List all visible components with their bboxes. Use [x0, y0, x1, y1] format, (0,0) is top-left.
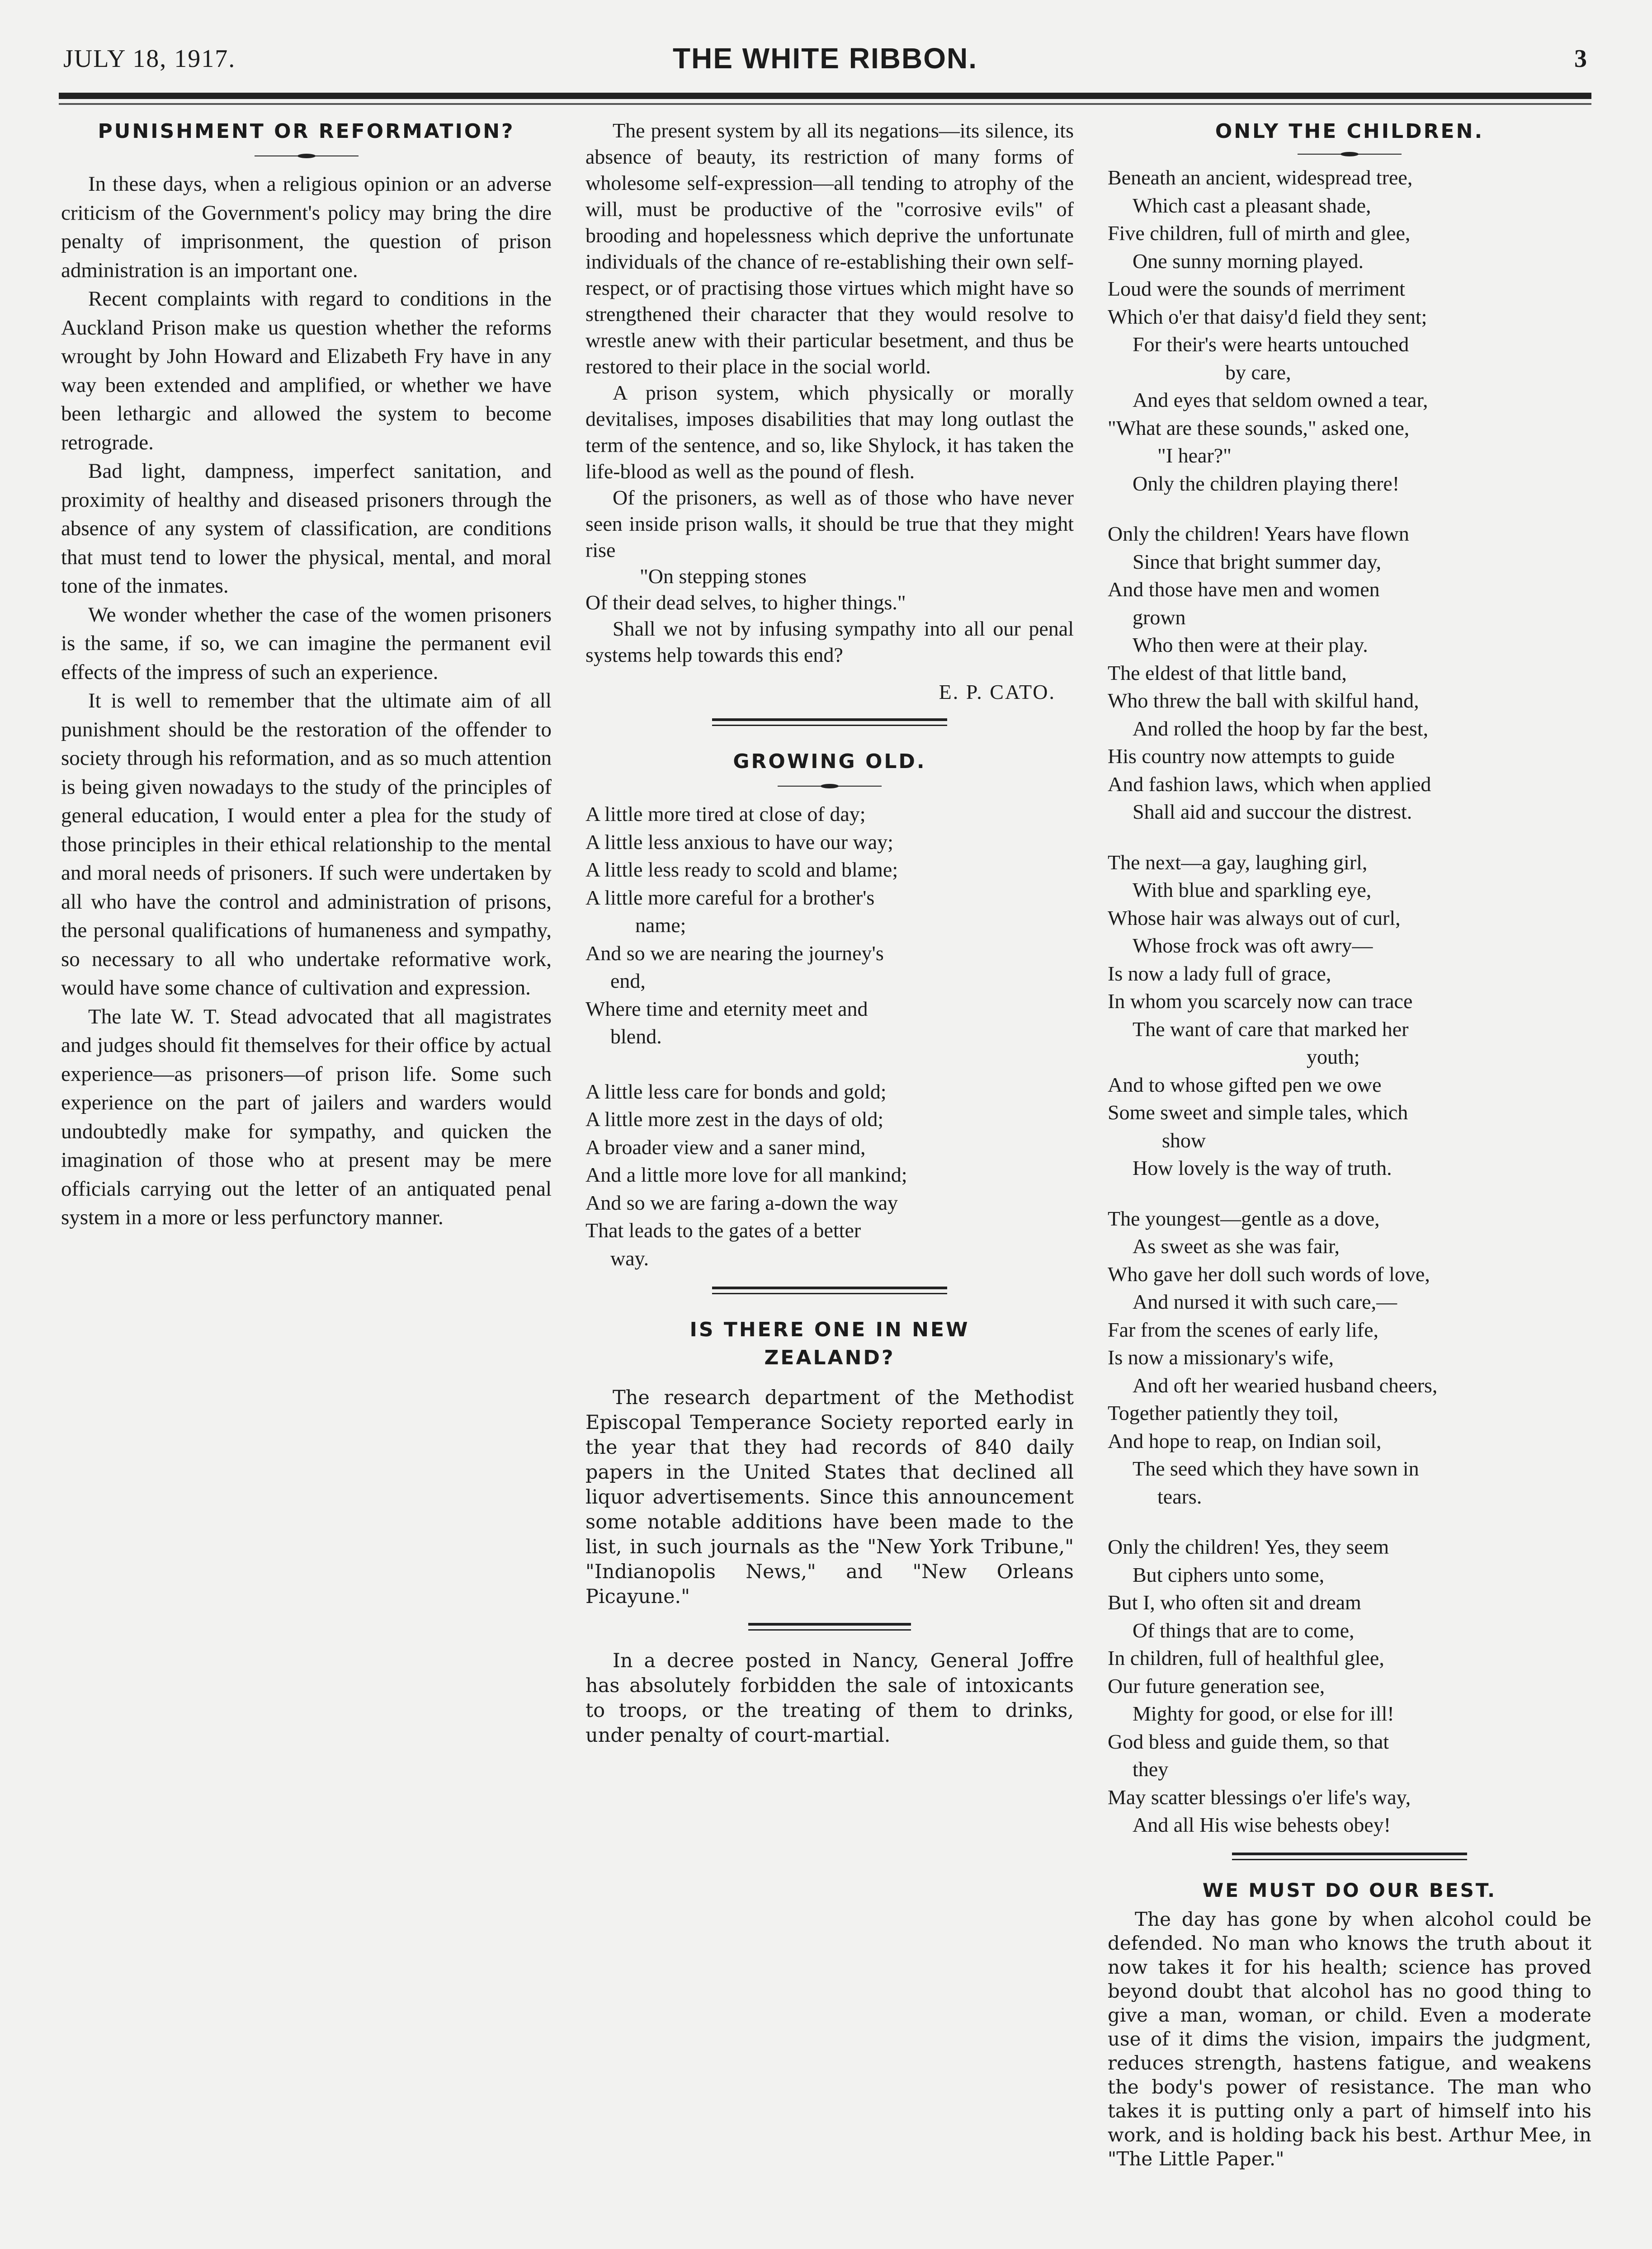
- poem-line: May scatter blessings o'er life's way,: [1108, 1785, 1411, 1809]
- author-signature: E. P. CATO.: [939, 680, 1056, 703]
- poem-line: A little less ready to scold and blame;: [585, 858, 898, 881]
- poem-line: How lovely is the way of truth.: [1133, 1156, 1392, 1179]
- poem-line: by care,: [1225, 360, 1291, 384]
- poem-line: Shall aid and succour the distrest.: [1133, 800, 1412, 823]
- paragraph: The day has gone by when alcohol could be defended. No man who knows the truth about it now takes it for his health; science has proved beyond doubt that alcohol has no good thing to give a man, woman, or child. Even a moderate use of it dims the vision, impairs the judgment, reduces strength, hastens fatigue, and weakens the body's power of resistance. The man who takes it is putting only a part of himself into his work, and is holding back his best. Arthur Mee, in "The Little Paper.": [1108, 1908, 1591, 2170]
- issue-date: JULY 18, 1917.: [63, 45, 236, 73]
- poem-line: And rolled the hoop by far the best,: [1133, 717, 1429, 740]
- poem-line: Of things that are to come,: [1133, 1618, 1355, 1642]
- section-divider: [1232, 1853, 1467, 1860]
- poem-line: way.: [610, 1246, 649, 1270]
- poem-title-only-the-children: ONLY THE CHILDREN.: [1215, 120, 1484, 143]
- paragraph: A prison system, which physically or morally devitalises, imposes disabilities that may long outlast the term of the sentence, and so, like Shylock, it has taken the life-blood as well as the pound of flesh.: [585, 381, 1074, 483]
- poem-line: Mighty for good, or else for ill!: [1133, 1702, 1394, 1725]
- poem-line: And oft her wearied husband cheers,: [1133, 1373, 1438, 1397]
- poem-line: His country now attempts to guide: [1108, 745, 1395, 768]
- poem-line: A little more tired at close of day;: [585, 802, 866, 825]
- poem-line: A little less anxious to have our way;: [585, 830, 893, 853]
- poem-title-growing-old: GROWING OLD.: [733, 750, 926, 773]
- article-title-new-zealand-1: IS THERE ONE IN NEW: [689, 1318, 970, 1341]
- newspaper-title: THE WHITE RIBBON.: [673, 42, 977, 75]
- poem-line: name;: [635, 914, 686, 937]
- poem-line: And hope to reap, on Indian soil,: [1108, 1429, 1382, 1452]
- poem-line: Only the children! Years have flown: [1108, 522, 1409, 545]
- title-ornament: [255, 154, 359, 158]
- poem-line: A little more careful for a brother's: [585, 886, 875, 909]
- paragraph: Recent complaints with regard to conditions in the Auckland Prison make us question whether the reforms wrought by John Howard and Elizabeth Fry have in any way been extended and amplified, or whether we have been lethargic and allowed the system to become retrograde.: [61, 287, 552, 454]
- poem-line: Is now a missionary's wife,: [1108, 1346, 1334, 1369]
- poem-line: That leads to the gates of a better: [585, 1219, 861, 1242]
- poem-line: God bless and guide them, so that: [1108, 1730, 1389, 1753]
- poem-stanza: [1108, 1205, 1591, 1511]
- poem-line: A broader view and a saner mind,: [585, 1135, 866, 1159]
- poem-line: And to whose gifted pen we owe: [1108, 1073, 1382, 1096]
- poem-line: The want of care that marked her: [1133, 1017, 1409, 1041]
- poem-line: And those have men and women: [1108, 578, 1380, 601]
- paragraph: Shall we not by infusing sympathy into all our penal systems help towards this end?: [585, 617, 1074, 666]
- paragraph: Bad light, dampness, imperfect sanitation, and proximity of healthy and diseased prisoners through the absence of any system of classification, are conditions that must tend to lower the physical, mental, and moral tone of the inmates.: [61, 459, 552, 598]
- poem-line: Our future generation see,: [1108, 1674, 1325, 1697]
- poem-line: "I hear?": [1157, 444, 1232, 467]
- poem-line: show: [1162, 1128, 1206, 1152]
- poem-line: The youngest—gentle as a dove,: [1108, 1207, 1380, 1230]
- poem-line: And eyes that seldom owned a tear,: [1133, 388, 1428, 411]
- section-divider: [712, 1287, 947, 1294]
- poem-line: Which cast a pleasant shade,: [1133, 193, 1371, 217]
- article-title-punishment: PUNISHMENT OR REFORMATION?: [98, 120, 515, 143]
- poem-line: And all His wise behests obey!: [1133, 1813, 1391, 1836]
- poem-line: In children, full of healthful glee,: [1108, 1646, 1384, 1669]
- poem-line: Since that bright summer day,: [1133, 550, 1382, 573]
- poem-line: Whose hair was always out of curl,: [1108, 906, 1401, 929]
- poem-line: And so we are nearing the journey's: [585, 941, 884, 965]
- poem-line: Is now a lady full of grace,: [1108, 962, 1331, 985]
- column-1: [61, 118, 552, 1232]
- paragraph: Of the prisoners, as well as of those who have never seen inside prison walls, it should be true that they might rise: [585, 486, 1074, 561]
- section-divider: [712, 718, 947, 726]
- poem-line: tears.: [1157, 1485, 1202, 1508]
- poem-line: A little more zest in the days of old;: [585, 1108, 884, 1131]
- poem-line: Loud were the sounds of merriment: [1108, 277, 1405, 300]
- paragraph: The late W. T. Stead advocated that all magistrates and judges should fit themselves for their office by actual experience—as prisoners—of prison life. Some such experience on the part of jailers and warders would undoubtedly make for sympathy, and quicken the imagination of those who at present may be mere officials carrying out the letter of an antiquated penal system in a more or less perfunctory manner.: [61, 1004, 552, 1229]
- poem-line: Which o'er that daisy'd field they sent;: [1108, 305, 1427, 328]
- poem-line: Where time and eternity meet and: [585, 997, 868, 1020]
- poem-line: And fashion laws, which when applied: [1108, 772, 1431, 796]
- poem-line: end,: [610, 969, 646, 992]
- page-number: 3: [1574, 45, 1587, 73]
- poem-line: And so we are faring a-down the way: [585, 1191, 898, 1214]
- article-title-new-zealand-2: ZEALAND?: [764, 1346, 895, 1369]
- paragraph: The research department of the Methodist Episcopal Temperance Society reported early in the year that they had records of 840 daily papers in the United States that declined all liquor advertisements. Since this announcement some notable additions have been made to the list, in such journals as the "New York Tribune," "Indianopolis News," and "New Orleans Picayune.": [585, 1386, 1074, 1608]
- header-rule-thin: [59, 103, 1591, 105]
- section-divider: [748, 1623, 911, 1631]
- paragraph: In a decree posted in Nancy, General Joffre has absolutely forbidden the sale of intoxicants to troops, or the treating of them to drinks, under penalty of court-martial.: [585, 1650, 1074, 1747]
- poem-line: Who gave her doll such words of love,: [1108, 1262, 1430, 1286]
- paragraph: The present system by all its negations—its silence, its absence of beauty, its restriction of many forms of wholesome self-expression—all tending to atrophy of the will, must be productive of the "corrosive evils" of brooding and hopelessness which deprive the unfortunate individuals of the chance of re-establishing their own self-respect, or of practising those virtues which might have so strengthened their character that they would resolve to wrestle anew with their particular besetment, and thus be restored to their place in the social world.: [585, 119, 1074, 378]
- poem-line: For their's were hearts untouched: [1133, 333, 1409, 356]
- column-3: [1108, 118, 1591, 2171]
- header-rule: [59, 93, 1591, 99]
- poem-line: Five children, full of mirth and glee,: [1108, 222, 1411, 245]
- poem-line: The next—a gay, laughing girl,: [1108, 850, 1368, 874]
- poem-line: youth;: [1307, 1045, 1360, 1068]
- poem-stanza: [1108, 849, 1591, 1182]
- poem-stanza: [1108, 1533, 1591, 1839]
- poem-line: Far from the scenes of early life,: [1108, 1318, 1379, 1341]
- poem-line: blend.: [610, 1025, 662, 1048]
- poem-line: But I, who often sit and dream: [1108, 1591, 1361, 1614]
- poem-line: Beneath an ancient, widespread tree,: [1108, 166, 1413, 189]
- column-2: [585, 118, 1074, 1748]
- poem-stanza: [1108, 520, 1591, 826]
- poem-line: Who then were at their play.: [1133, 633, 1368, 656]
- poem-line: And a little more love for all mankind;: [585, 1163, 907, 1186]
- title-ornament: [778, 784, 882, 788]
- poem-line: A little less care for bonds and gold;: [585, 1080, 887, 1103]
- poem-line: grown: [1133, 605, 1186, 629]
- poem-line: "What are these sounds," asked one,: [1108, 416, 1410, 439]
- poem-line: they: [1133, 1758, 1169, 1781]
- poem-line: One sunny morning played.: [1133, 249, 1364, 273]
- poem-line: Only the children! Yes, they seem: [1108, 1535, 1389, 1558]
- poem-line: But ciphers unto some,: [1133, 1563, 1325, 1586]
- poem-stanza: [585, 800, 1074, 1051]
- poem-line: In whom you scarcely now can trace: [1108, 990, 1413, 1013]
- poem-stanza: [1108, 164, 1591, 497]
- masthead: [63, 40, 1587, 94]
- quote-line: "On stepping stones: [640, 565, 807, 588]
- quote-line: Of their dead selves, to higher things.": [585, 591, 906, 614]
- poem-line: The eldest of that little band,: [1108, 661, 1347, 684]
- poem-line: And nursed it with such care,—: [1133, 1290, 1397, 1313]
- poem-line: As sweet as she was fair,: [1133, 1235, 1340, 1258]
- poem-line: With blue and sparkling eye,: [1133, 878, 1372, 901]
- article-title-best: WE MUST DO OUR BEST.: [1202, 1879, 1497, 1901]
- poem-line: Who threw the ball with skilful hand,: [1108, 689, 1419, 712]
- poem-line: Only the children playing there!: [1133, 471, 1400, 495]
- poem-line: The seed which they have sown in: [1133, 1457, 1419, 1480]
- poem-line: Some sweet and simple tales, which: [1108, 1101, 1408, 1124]
- poem-line: Together patiently they toil,: [1108, 1401, 1339, 1424]
- poem-stanza: [585, 1078, 1074, 1273]
- paragraph: We wonder whether the case of the women prisoners is the same, if so, we can imagine the permanent evil effects of the impress of such an experience.: [61, 603, 552, 684]
- title-ornament: [1298, 152, 1402, 156]
- poem-line: Whose frock was oft awry—: [1133, 934, 1373, 957]
- paragraph: It is well to remember that the ultimate aim of all punishment should be the restoration of the offender to society through his reformation, and as so much attention is being given nowadays to the study of the principles of general education, I would enter a plea for the study of those principles in their ethical relationship to the mental and moral needs of prisoners. If such were undertaken by all who have the control and administration of prisons, the personal qualifications of humaneness and sympathy, so necessary to all who undertake reformative work, would have some chance of cultivation and expression.: [61, 689, 552, 1000]
- paragraph: In these days, when a religious opinion or an adverse criticism of the Government's policy may bring the dire penalty of imprisonment, the question of prison administration is an important one.: [61, 172, 552, 282]
